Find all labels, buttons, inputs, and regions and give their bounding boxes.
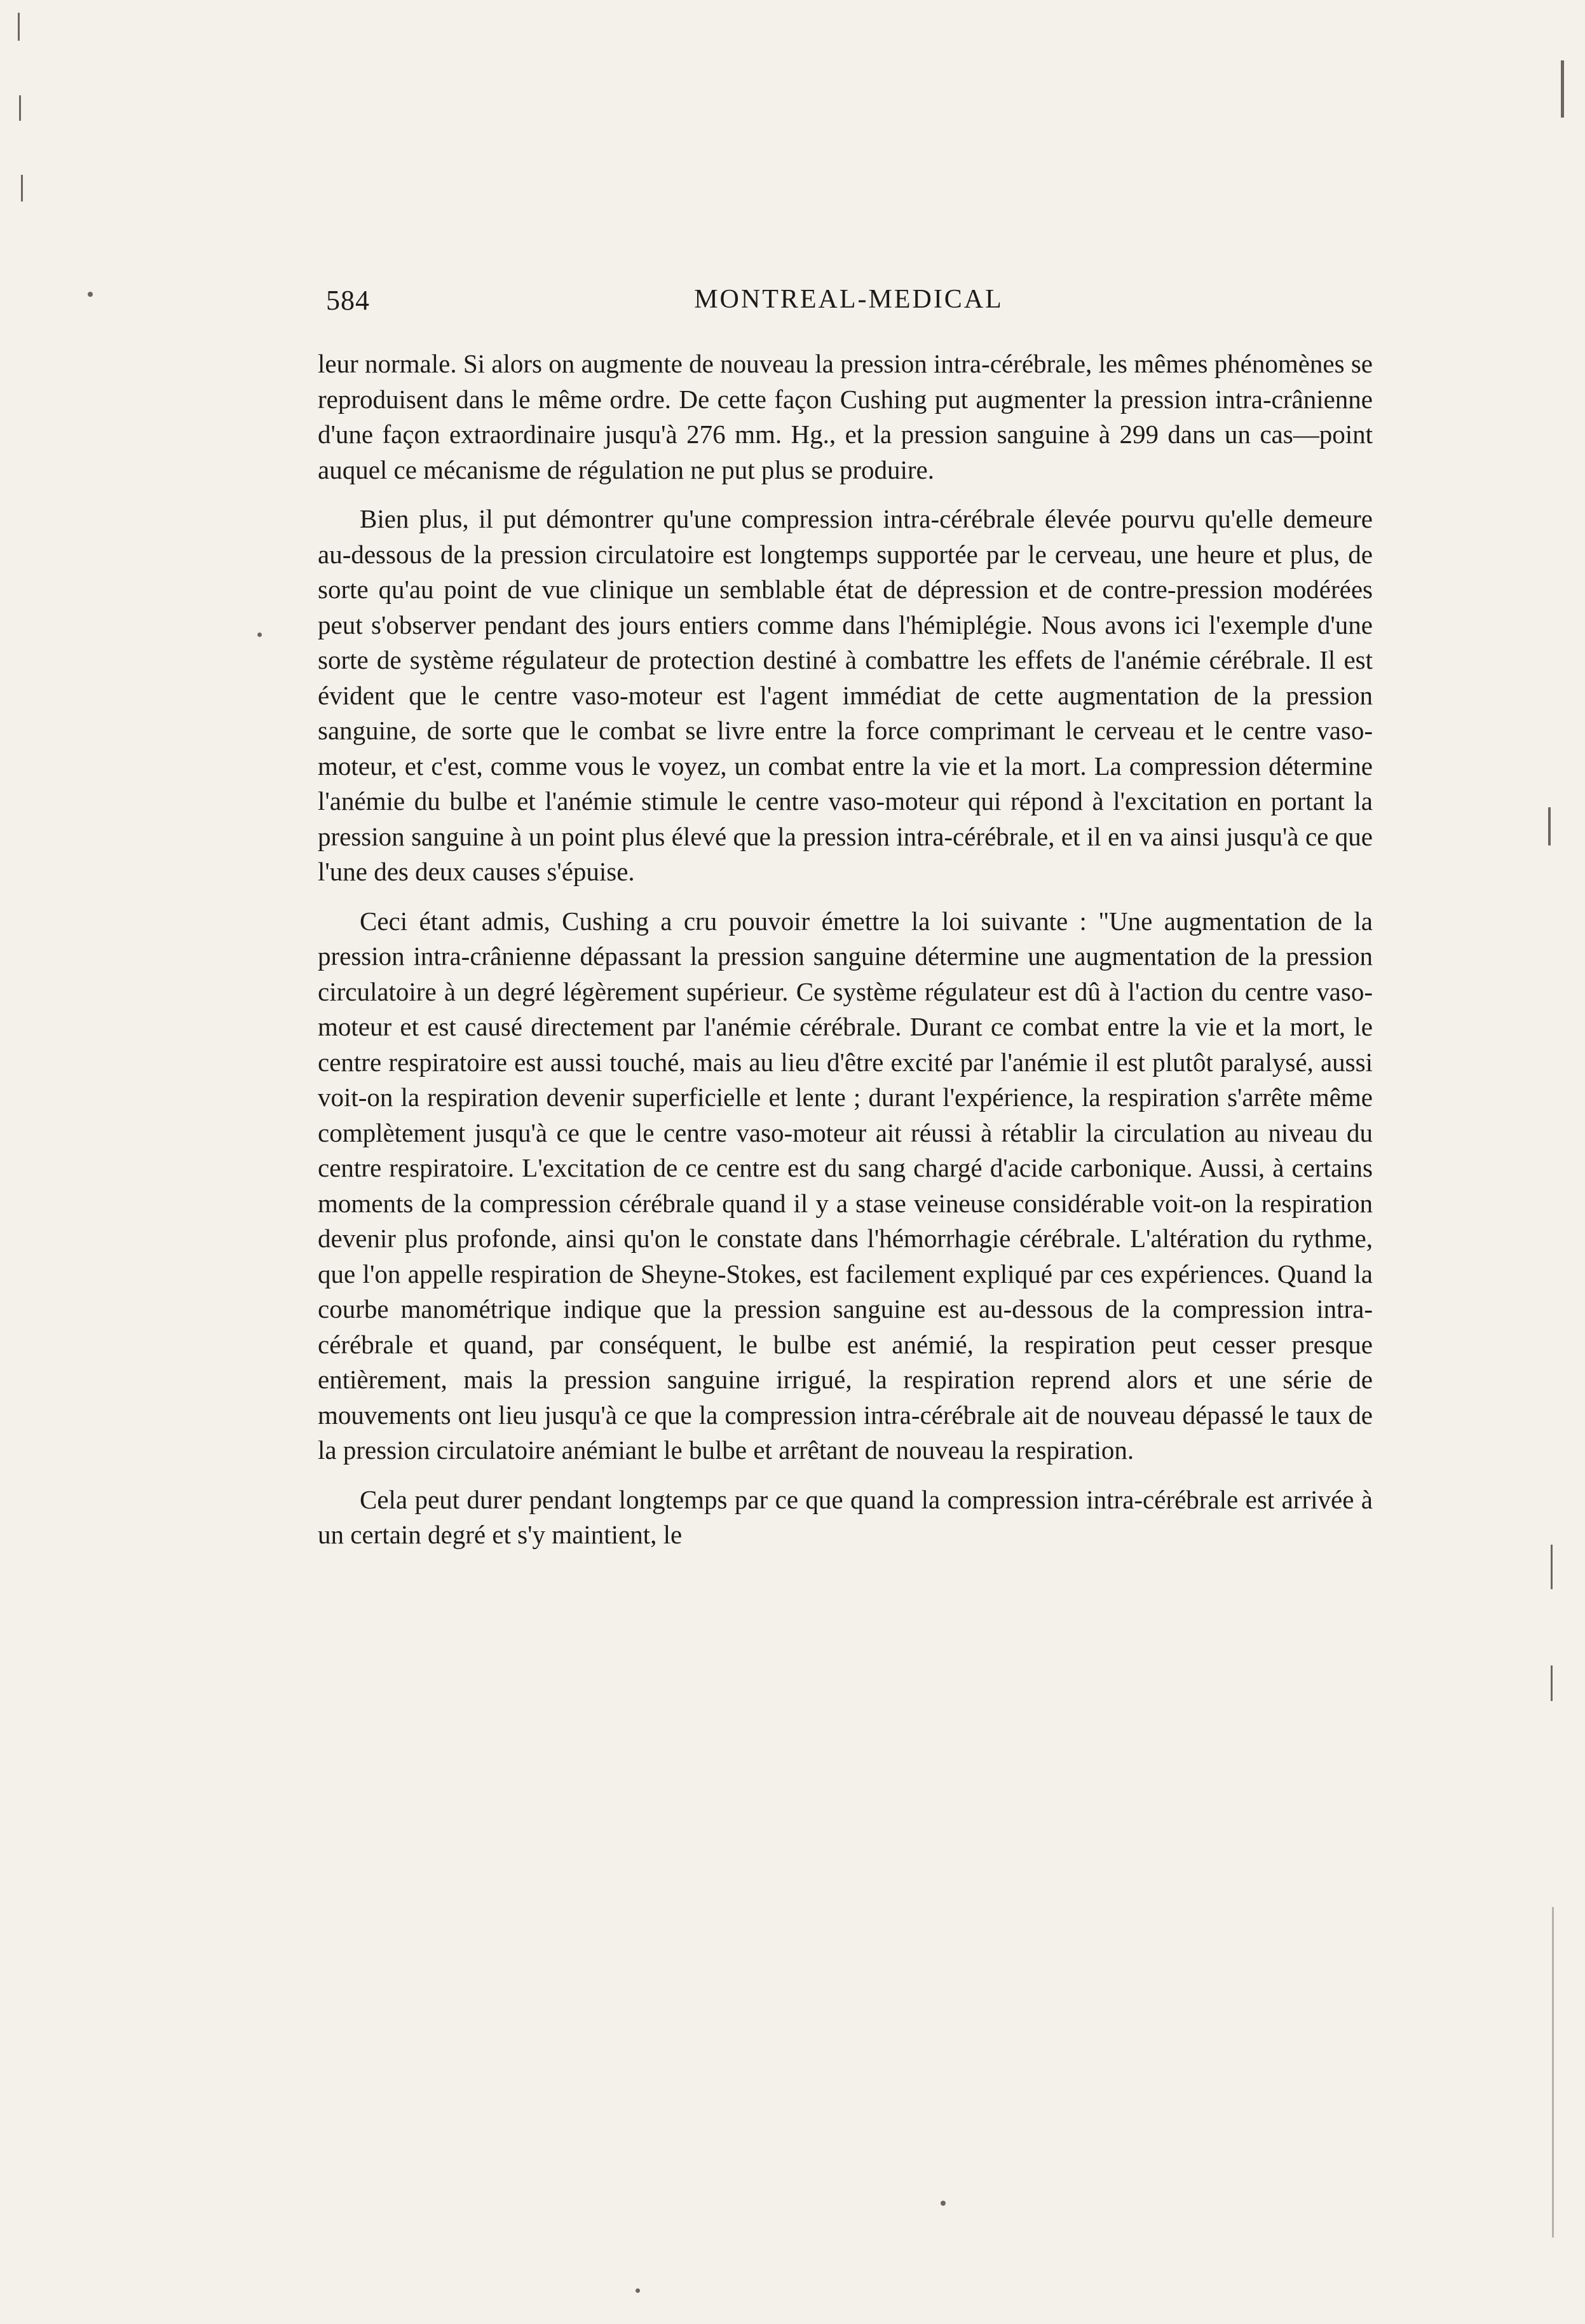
scan-mark-left-1	[18, 13, 20, 41]
scan-speck-2	[257, 632, 262, 637]
page-number: 584	[326, 285, 370, 316]
scan-mark-right-1	[1561, 60, 1564, 118]
scan-speck-3	[941, 2201, 946, 2206]
scan-speck-4	[636, 2288, 640, 2293]
paragraph-1: leur normale. Si alors on augmente de nouveau la pression intra-cérébrale, les mêmes phénomènes se reproduisent dans le même ordre. De cette façon Cushing put augmenter la pression intra-crânienne d'une façon extraordinaire jusqu'à 276 mm. Hg., et la pression sanguine à 299 dans un cas—point auquel ce mécanisme de régulation ne put plus se produire.	[318, 349, 1373, 484]
scan-speck-1	[88, 292, 93, 297]
running-title: MONTREAL-MEDICAL	[694, 285, 1003, 314]
paragraph-4: Cela peut durer pendant longtemps par ce que quand la compression intra-cérébrale est arrivée à un certain degré et s'y maintient, le	[318, 1484, 1373, 1549]
scan-mark-right-3	[1551, 1545, 1553, 1589]
body-text	[318, 346, 1373, 1567]
paragraph-2: Bien plus, il put démontrer qu'une compression intra-cérébrale élevée pourvu qu'elle demeure au-dessous de la pression circulatoire est longtemps supportée par le cerveau, une heure et plus, de sorte qu'au point de vue clinique un semblable état de dépression et de contre-pression modérées peut s'observer pendant des jours entiers comme dans l'hémiplégie. Nous avons ici l'exemple d'une sorte de système régulateur de protection destiné à combattre les effets de l'anémie cérébrale. Il est évident que le centre vaso-moteur est l'agent immédiat de cette augmentation de la pression sanguine, de sorte que le combat se livre entre la force comprimant le cerveau et le centre vaso-moteur, et c'est, comme vous le voyez, un combat entre la vie et la mort. La compression détermine l'anémie du bulbe et l'anémie stimule le centre vaso-moteur qui répond à l'excitation en portant la pression sanguine à un point plus élevé que la pression intra-cérébrale, et il en va ainsi jusqu'à ce que l'une des deux causes s'épuise.	[318, 504, 1373, 886]
scan-mark-right-2	[1548, 807, 1551, 845]
page-header	[326, 284, 1371, 329]
scan-mark-right-5	[1552, 1907, 1554, 2238]
scan-mark-left-3	[21, 175, 23, 202]
paragraph-3: Ceci étant admis, Cushing a cru pouvoir émettre la loi suivante : "Une augmentation de la pression intra-crânienne dépassant la pression sanguine détermine une augmentation de la pression circulatoire à un degré légèrement supérieur. Ce système régulateur est dû à l'action du centre vaso-moteur et est causé directement par l'anémie cérébrale. Durant ce combat entre la vie et la mort, le centre respiratoire est aussi touché, mais au lieu d'être excité par l'anémie il est plutôt paralysé, aussi voit-on la respiration devenir superficielle et lente ; durant l'expérience, la respiration s'arrête même complètement jusqu'à ce que le centre vaso-moteur ait réussi à rétablir la circulation au niveau du centre respiratoire. L'excitation de ce centre est du sang chargé d'acide carbonique. Aussi, à certains moments de la compression cérébrale quand il y a stase veineuse considérable voit-on la respiration devenir plus profonde, ainsi qu'on le constate dans l'hémorrhagie cérébrale. L'altération du rythme, que l'on appelle respiration de Sheyne-Stokes, est facilement expliqué par ces expériences. Quand la courbe manométrique indique que la pression sanguine est au-dessous de la compression intra-cérébrale et quand, par conséquent, le bulbe est anémié, la respiration peut cesser presque entièrement, mais la pression sanguine irrigué, la respiration reprend alors et une série de mouvements ont lieu jusqu'à ce que la compression intra-cérébrale ait de nouveau dépassé le taux de la pression circulatoire anémiant le bulbe et arrêtant de nouveau la respiration.	[318, 906, 1373, 1465]
scan-mark-left-2	[19, 95, 21, 121]
scan-mark-right-4	[1551, 1665, 1553, 1701]
